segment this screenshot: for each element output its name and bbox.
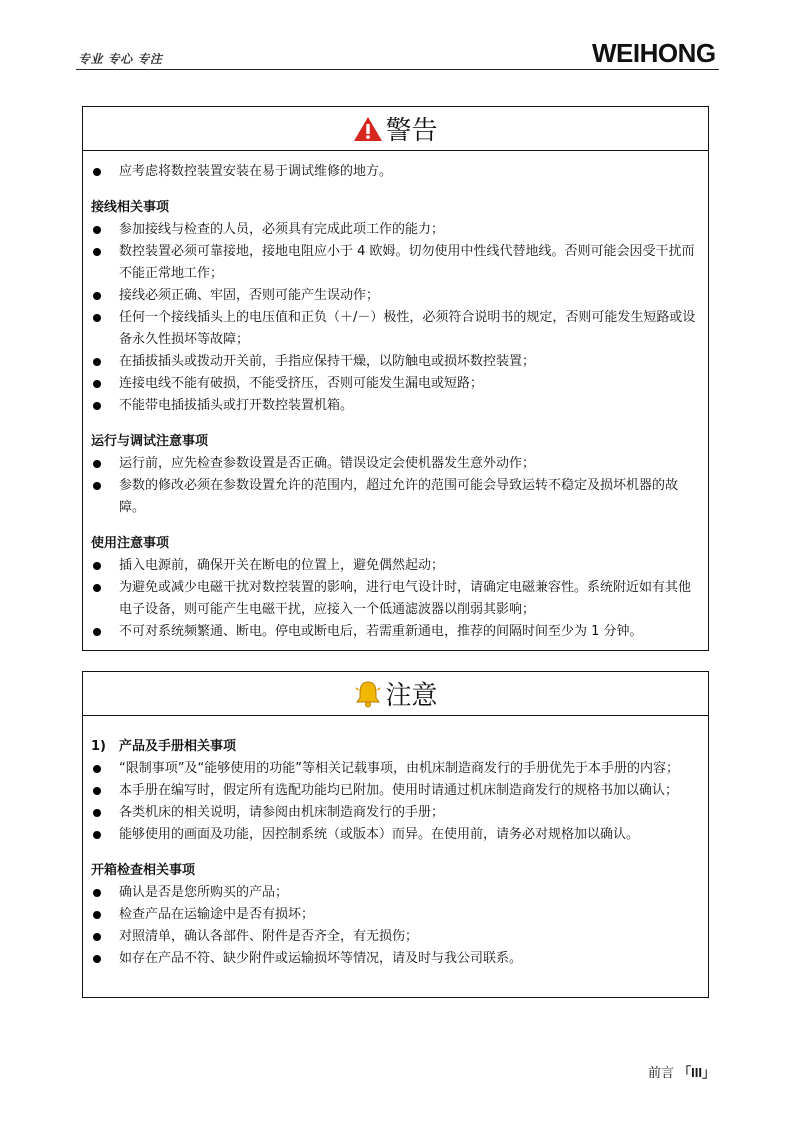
list-item-text: 不能带电插拔插头或打开数控装置机箱。 — [119, 398, 354, 413]
list-item-text: 插入电源前，确保开关在断电的位置上，避免偶然起动； — [119, 558, 445, 573]
bullet-icon — [93, 831, 101, 839]
bullet-icon — [93, 628, 101, 636]
bullet-icon — [93, 933, 101, 941]
list-item — [91, 351, 700, 373]
list-item-text: 本手册在编写时，假定所有选配功能均已附加。使用时请通过机床制造商发行的规格书加以确认； — [119, 783, 679, 798]
section-title — [91, 860, 700, 882]
bullet-icon — [93, 482, 101, 490]
bullet-icon — [93, 226, 101, 234]
list-item-text: 如存在产品不符、缺少附件或运输损坏等情况，请及时与我公司联系。 — [119, 951, 523, 966]
list-item — [91, 577, 700, 621]
list-item-text: 连接电线不能有破损，不能受挤压，否则可能发生漏电或短路； — [119, 376, 484, 391]
bullet-icon — [93, 460, 101, 468]
list-item — [91, 824, 700, 846]
footer-label: 前言 — [648, 1066, 675, 1081]
section-title-text: 产品及手册相关事项 — [119, 739, 237, 754]
caution-box — [82, 671, 709, 998]
warning-title: 警告 — [385, 116, 438, 146]
header-slogan: 专业 专心 专注 — [78, 52, 163, 66]
list-item-text: 数控装置必须可靠接地，接地电阻应小于 4 欧姆。切勿使用中性线代替地线。否则可能会因受干扰而不能正常地工作； — [119, 244, 695, 281]
list-item — [91, 780, 700, 802]
list-item — [91, 621, 700, 643]
bullet-icon — [93, 168, 101, 176]
list-item-text: 参加接线与检查的人员，必须具有完成此项工作的能力； — [119, 222, 445, 237]
warning-triangle-icon — [353, 116, 383, 142]
bullet-icon — [93, 380, 101, 388]
list-item-text: 运行前，应先检查参数设置是否正确。错误设定会使机器发生意外动作； — [119, 456, 536, 471]
bullet-icon — [93, 787, 101, 795]
bullet-icon — [93, 402, 101, 410]
list-item — [91, 475, 700, 519]
list-item-text: 确认是否是您所购买的产品； — [119, 885, 289, 900]
list-item-text: 不可对系统频繁通、断电。停电或断电后，若需重新通电，推荐的间隔时间至少为 1 分钟。 — [119, 624, 643, 639]
list-item-text: 对照清单，确认各部件、附件是否齐全，有无损伤； — [119, 929, 419, 944]
section-title-text: 运行与调试注意事项 — [91, 434, 209, 449]
section-title-text: 接线相关事项 — [91, 200, 170, 215]
list-item-text: 任何一个接线插头上的电压值和正负（＋/－）极性，必须符合说明书的规定，否则可能发生短路或设备永久性损坏等故障； — [119, 310, 696, 347]
section-title-text: 使用注意事项 — [91, 536, 170, 551]
list-item — [91, 904, 700, 926]
bullet-icon — [93, 562, 101, 570]
list-item — [91, 241, 700, 285]
list-item — [91, 395, 700, 417]
bullet-icon — [93, 584, 101, 592]
list-item-text: 接线必须正确、牢固，否则可能产生误动作； — [119, 288, 380, 303]
list-item — [91, 161, 700, 183]
header-divider — [76, 69, 719, 70]
list-item — [91, 555, 700, 577]
list-item-text: 检查产品在运输途中是否有损坏； — [119, 907, 315, 922]
bullet-icon — [93, 889, 101, 897]
caution-title: 注意 — [385, 681, 438, 711]
list-item-text: 在插拔插头或拨动开关前，手指应保持干燥，以防触电或损坏数控装置； — [119, 354, 536, 369]
section-number: 1) — [91, 739, 106, 754]
bullet-icon — [93, 911, 101, 919]
list-item-text: 应考虑将数控装置安装在易于调试维修的地方。 — [119, 164, 393, 179]
list-item — [91, 758, 700, 780]
warning-heading — [83, 107, 708, 151]
caution-body — [83, 716, 708, 970]
list-item-text: 参数的修改必须在参数设置允许的范围内，超过允许的范围可能会导致运转不稳定及损坏机器的故障。 — [119, 478, 679, 515]
list-item — [91, 453, 700, 475]
section-title — [91, 736, 700, 758]
weihong-logo: WEIHONG — [592, 38, 716, 68]
bullet-icon — [93, 955, 101, 963]
bullet-icon — [93, 765, 101, 773]
list-item-text: 为避免或减少电磁干扰对数控装置的影响，进行电气设计时，请确定电磁兼容性。系统附近如有其他电子设备，则可能产生电磁干扰，应接入一个低通滤波器以削弱其影响； — [119, 580, 692, 617]
section-title — [91, 533, 700, 555]
warning-box — [82, 106, 709, 651]
list-item — [91, 802, 700, 824]
list-item — [91, 373, 700, 395]
list-item — [91, 285, 700, 307]
page-number: 「III」 — [678, 1065, 716, 1080]
list-item — [91, 219, 700, 241]
bullet-icon — [93, 809, 101, 817]
warning-body — [83, 151, 708, 643]
bullet-icon — [93, 292, 101, 300]
list-item-text: 能够使用的画面及功能，因控制系统（或版本）而异。在使用前，请务必对规格加以确认。 — [119, 827, 640, 842]
page-footer — [648, 1062, 715, 1081]
bullet-icon — [93, 358, 101, 366]
list-item — [91, 926, 700, 948]
bullet-icon — [93, 314, 101, 322]
list-item-text: 各类机床的相关说明，请参阅由机床制造商发行的手册； — [119, 805, 445, 820]
list-item — [91, 948, 700, 970]
list-item-text: “限制事项”及“能够使用的功能”等相关记载事项，由机床制造商发行的手册优先于本手册的内容； — [119, 761, 679, 776]
section-title — [91, 197, 700, 219]
list-item — [91, 307, 700, 351]
caution-heading — [83, 672, 708, 716]
list-item — [91, 882, 700, 904]
bullet-icon — [93, 248, 101, 256]
section-title — [91, 431, 700, 453]
section-title-text: 开箱检查相关事项 — [91, 863, 196, 878]
bell-icon — [353, 679, 383, 709]
